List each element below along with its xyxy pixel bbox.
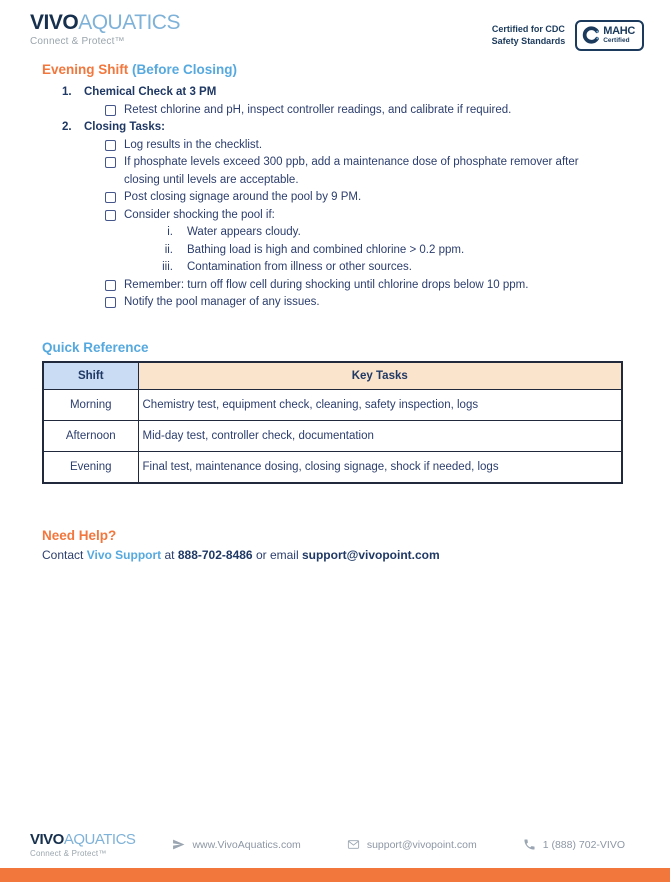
- sub-list-item: [145, 224, 625, 242]
- task-row: [105, 207, 625, 225]
- brand-name-secondary: AQUATICS: [78, 11, 180, 34]
- certification-text: [492, 23, 566, 47]
- task-label: If phosphate levels exceed 300 ppb, add a maintenance dose of phosphate remover after closing until levels are acceptable.: [124, 156, 579, 186]
- task-row: [105, 277, 625, 295]
- section-title-evening-shift: [42, 62, 625, 77]
- contact-line: [42, 548, 625, 562]
- brand-logo: [30, 12, 180, 48]
- envelope-icon: [347, 838, 360, 851]
- task-label: Post closing signage around the pool by 9 PM.: [124, 191, 362, 203]
- mahc-badge-text: [603, 26, 635, 45]
- footer-email-label: support@vivopoint.com: [366, 838, 477, 851]
- support-phone: 888-702-8486: [177, 547, 253, 562]
- section-title-primary: Evening Shift: [42, 62, 129, 77]
- cell-shift: Evening: [43, 451, 138, 483]
- table-header-row: [43, 362, 622, 390]
- support-name-link[interactable]: Vivo Support: [86, 547, 162, 562]
- brand-logo-text: [30, 12, 180, 34]
- step-heading: Chemical Check at 3 PM: [84, 86, 217, 98]
- step-number: 2.: [62, 121, 72, 133]
- paper-plane-icon: [172, 838, 185, 851]
- brand-name-primary: VIVO: [30, 11, 79, 34]
- footer-website-link[interactable]: [172, 838, 300, 851]
- task-label: Consider shocking the pool if:: [124, 208, 275, 221]
- footer-brand-text: [30, 832, 135, 848]
- table-row: [43, 420, 622, 451]
- task-checkbox[interactable]: [105, 192, 116, 203]
- footer-brand-primary: VIVO: [30, 830, 64, 848]
- task-row: [105, 102, 625, 120]
- sub-item-label: Water appears cloudy.: [187, 226, 301, 238]
- task-checkbox[interactable]: [105, 297, 116, 308]
- certification-line1: Certified for CDC: [491, 24, 565, 35]
- sub-list-item: [145, 259, 625, 277]
- task-checkbox[interactable]: [105, 105, 116, 116]
- certification-line2: Safety Standards: [491, 36, 566, 47]
- step-closing-tasks: [42, 119, 625, 137]
- footer-website-label: www.VivoAquatics.com: [192, 838, 301, 851]
- column-header-key-tasks: Key Tasks: [138, 362, 622, 390]
- footer-accent-bar: [0, 868, 670, 882]
- sub-list-item: [145, 242, 625, 260]
- task-checkbox[interactable]: [105, 157, 116, 168]
- need-help-section: [42, 528, 625, 562]
- footer-email-link[interactable]: [347, 838, 477, 851]
- footer-phone-label: 1 (888) 702-VIVO: [542, 838, 625, 851]
- quick-reference-table: [42, 361, 623, 484]
- sub-item-numeral: i.: [167, 226, 173, 238]
- sub-item-numeral: ii.: [164, 243, 173, 256]
- table-row: [43, 451, 622, 483]
- sub-item-numeral: iii.: [162, 261, 173, 273]
- footer-brand-secondary: AQUATICS: [63, 830, 136, 848]
- cell-shift: Afternoon: [43, 420, 138, 451]
- contact-connector: at: [164, 547, 175, 562]
- cell-shift: Morning: [43, 389, 138, 420]
- task-label: Log results in the checklist.: [124, 138, 263, 151]
- step-number: 1.: [62, 86, 72, 98]
- brand-tagline: Connect & Protect™: [30, 36, 125, 48]
- cell-tasks: Final test, maintenance dosing, closing signage, shock if needed, logs: [138, 451, 622, 483]
- footer-brand-logo: [30, 832, 135, 858]
- quick-reference-title: Quick Reference: [42, 339, 149, 355]
- column-header-shift: Shift: [43, 362, 138, 390]
- quick-reference-section: [42, 340, 625, 484]
- step-heading: Closing Tasks:: [84, 121, 165, 133]
- task-row: [105, 154, 625, 189]
- footer-contact-links: [172, 838, 625, 851]
- mahc-badge-title: MAHC: [603, 25, 635, 37]
- sub-item-label: Bathing load is high and combined chlorine > 0.2 ppm.: [187, 243, 465, 256]
- mahc-badge-subtitle: Certified: [603, 37, 630, 44]
- mahc-certified-badge: [575, 20, 644, 51]
- step-chemical-check: [42, 84, 625, 102]
- certification-area: [492, 20, 644, 51]
- task-row: [105, 137, 625, 155]
- table-row: [43, 389, 622, 420]
- contact-prefix: Contact: [42, 547, 84, 562]
- need-help-title: Need Help?: [42, 527, 117, 543]
- task-label: Retest chlorine and pH, inspect controller readings, and calibrate if required.: [124, 103, 512, 116]
- cell-tasks: Mid-day test, controller check, documentation: [138, 420, 622, 451]
- document-body: [0, 56, 670, 562]
- sub-item-label: Contamination from illness or other sources.: [187, 261, 412, 273]
- support-email[interactable]: support@vivopoint.com: [301, 547, 440, 562]
- cell-tasks: Chemistry test, equipment check, cleaning, safety inspection, logs: [138, 389, 622, 420]
- footer-brand-tagline: Connect & Protect™: [30, 848, 107, 858]
- page-header: [0, 0, 670, 56]
- task-row: [105, 189, 625, 207]
- contact-email-prefix: or email: [255, 547, 299, 562]
- task-checkbox[interactable]: [105, 210, 116, 221]
- section-title-secondary: (Before Closing): [132, 62, 238, 77]
- phone-icon: [523, 838, 536, 851]
- footer-phone-link[interactable]: [523, 838, 625, 851]
- mahc-logo-icon: [582, 26, 600, 44]
- task-row: [105, 294, 625, 312]
- page-footer: [0, 832, 670, 868]
- task-label: Remember: turn off flow cell during shocking until chlorine drops below 10 ppm.: [124, 278, 529, 291]
- task-checkbox[interactable]: [105, 280, 116, 291]
- task-label: Notify the pool manager of any issues.: [124, 296, 320, 308]
- task-checkbox[interactable]: [105, 140, 116, 151]
